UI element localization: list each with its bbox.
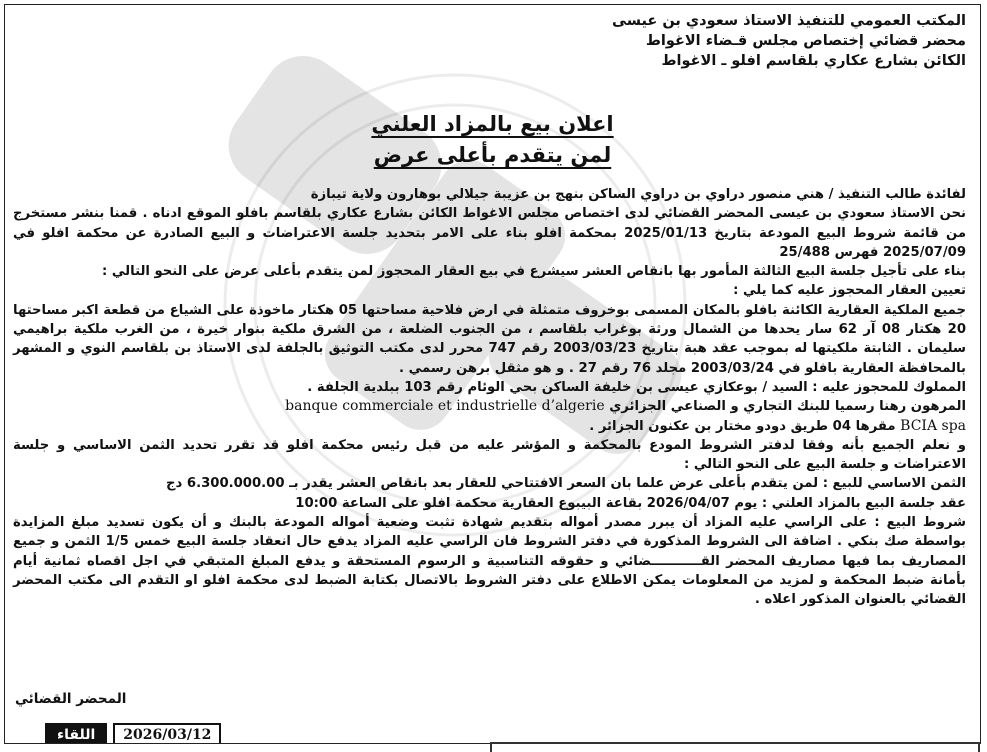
next-announcement-edge (490, 742, 980, 752)
property-description: جميع الملكية العقارية الكائنة بافلو بالمكان المسمى بوخروف متمثلة في ارض فلاحية مساحتها 05 هكتار ماخوذة على الشياع من قطعة اكبر مساحتها 20 هكتار 08 آر 62 سار يحدها من الشمال ورثة بوغراب بلقاسم ، من الجنوب الضلعة ، من الشرق ملكية بنوار خيرة ، من الغرب ملكية براهيمي سليمان . الثابتة ملكيتها له بموجب عقد هبة بتاريخ 2003/03/23 رقم 747 محرر لدى مكتب التوثيق بالجلفة لدى الاستاذ بن بلقاسم النوي و المشهر بالمحافظة العقارية بافلو في 2003/03/24 مجلد 76 رقم 27 . و هو مثقل برهن رسمي . (13, 302, 966, 376)
bank-name-latin: banque commerciale et industrielle d’algerie (285, 398, 605, 415)
bailiff-office-header (366, 11, 966, 71)
announcement-frame (4, 4, 981, 744)
office-address: الكائن بشارع عكاري بلقاسم افلو ـ الاغواط (661, 53, 966, 69)
signature: المحضر القضائي (15, 691, 127, 707)
title-line-2: لمن يتقدم بأعلى عرض (373, 143, 612, 167)
bank-address: مقرها 04 طريق دودو مختار بن عكنون الجزائر . (589, 418, 896, 434)
title-line-1: اعلان بيع بالمزاد العلني (371, 112, 614, 136)
newspaper-footer (45, 723, 221, 744)
sale-conditions-paragraph: شروط البيع : على الراسي عليه المزاد أن يبرر مصدر أمواله بتقديم شهادة تثبت وضعية أمواله المودعة بالبنك و أن يكون تسديد مبلغ المزايدة بواسطة صك بنكي . اضافة الى الشروط المذكورة في دفتر الشروط فان الراسي عليه المزاد يدفع حال انعقاد جلسة البيع خمس 1/5 الثمن و جميع المصاريف بما فيها مصاريف المحضر القـــــــــــضائي و حقوقه التناسبية و الرسوم المستحقة و يدفع المبلغ المتبقي في اجل اقصاه ثمانية أيام بأمانة ضبط المحكمة و لمزيد من المعلومات يمكن الاطلاع على دفتر الشروط بالاتصال بكتابة الضبط لدى محكمة افلو او التقدم الى مكتب المحضر القضائي بالعنوان المذكور اعلاه . (13, 515, 966, 608)
beneficiary-paragraph: لفائدة طالب التنفيذ / هني منصور دراوي بن دراوي الساكن بنهج بن عزيبة جيلالي بوهارون ولاية تيبازة (310, 187, 966, 202)
bank-address-paragraph (13, 417, 966, 436)
newspaper-tag: اللقاء (45, 723, 107, 744)
bank-abbrev-latin: BCIA spa (900, 417, 966, 434)
office-jurisdiction: محضر قضائي إختصاص مجلس قـضاء الاغواط (645, 33, 966, 49)
owner-paragraph: المملوك للمحجوز عليه : السيد / بوعكازي عيسى بن خليفة الساكن بحي الوئام رقم 103 ببلدية الجلفة . (307, 379, 966, 395)
notice-paragraph: و نعلم الجميع بأنه وفقا لدفتر الشروط المودع بالمحكمة و المؤشر عليه من قبل رئيس محكمة افلو قد تقرر تحديد الثمن الاساسي و جلسة الاعتراضات و جلسة البيع على النحو التالي : (13, 437, 966, 473)
announcement-body (13, 185, 966, 610)
mortgage-paragraph (13, 397, 966, 416)
auction-session-paragraph: عقد جلسة البيع بالمزاد العلني : يوم 2026/04/07 بقاعة البيبوع العقارية محكمة افلو على الساعة 10:00 (295, 495, 966, 511)
announcement-title (5, 109, 980, 171)
property-heading: تعيين العقار المحجوز عليه كما يلي : (733, 283, 966, 299)
publication-paragraph: نحن الاستاذ سعودي بن عيسى المحضر القضائي لدى اختصاص مجلس الاغواط الكائن بشارع عكاري بلقاسم بافلو الموقع ادناه . قمنا بنشر مستخرج من قائمة شروط البيع المودعة بتاريخ 2025/01/13 بمحكمة افلو بناء على الامر بتحديد جلسة الاعتراضات و البيع الصادرة عن محكمة افلو في 2025/07/09 فهرس 25/488 (13, 206, 966, 260)
mortgage-text: المرهون رهنا رسميا للبنك التجاري و الصناعي الجزائري (609, 399, 966, 415)
publication-date: 2026/03/12 (113, 723, 221, 744)
office-name: المكتب العمومي للتنفيذ الاستاذ سعودي بن عيسى (612, 13, 966, 29)
base-price-paragraph: الثمن الاساسي للبيع : لمن يتقدم بأعلى عرض علما بان السعر الافتتاحي للعقار بعد بانقاص العشر يقدر بـ 6.300.000.00 دج (166, 476, 966, 492)
postponement-paragraph: بناء على تأجيل جلسة البيع الثالثة المأمور بها بانقاص العشر سيشرع في بيع العقار المحجوز لمن يتقدم بأعلى عرض على النحو التالي : (101, 264, 966, 280)
